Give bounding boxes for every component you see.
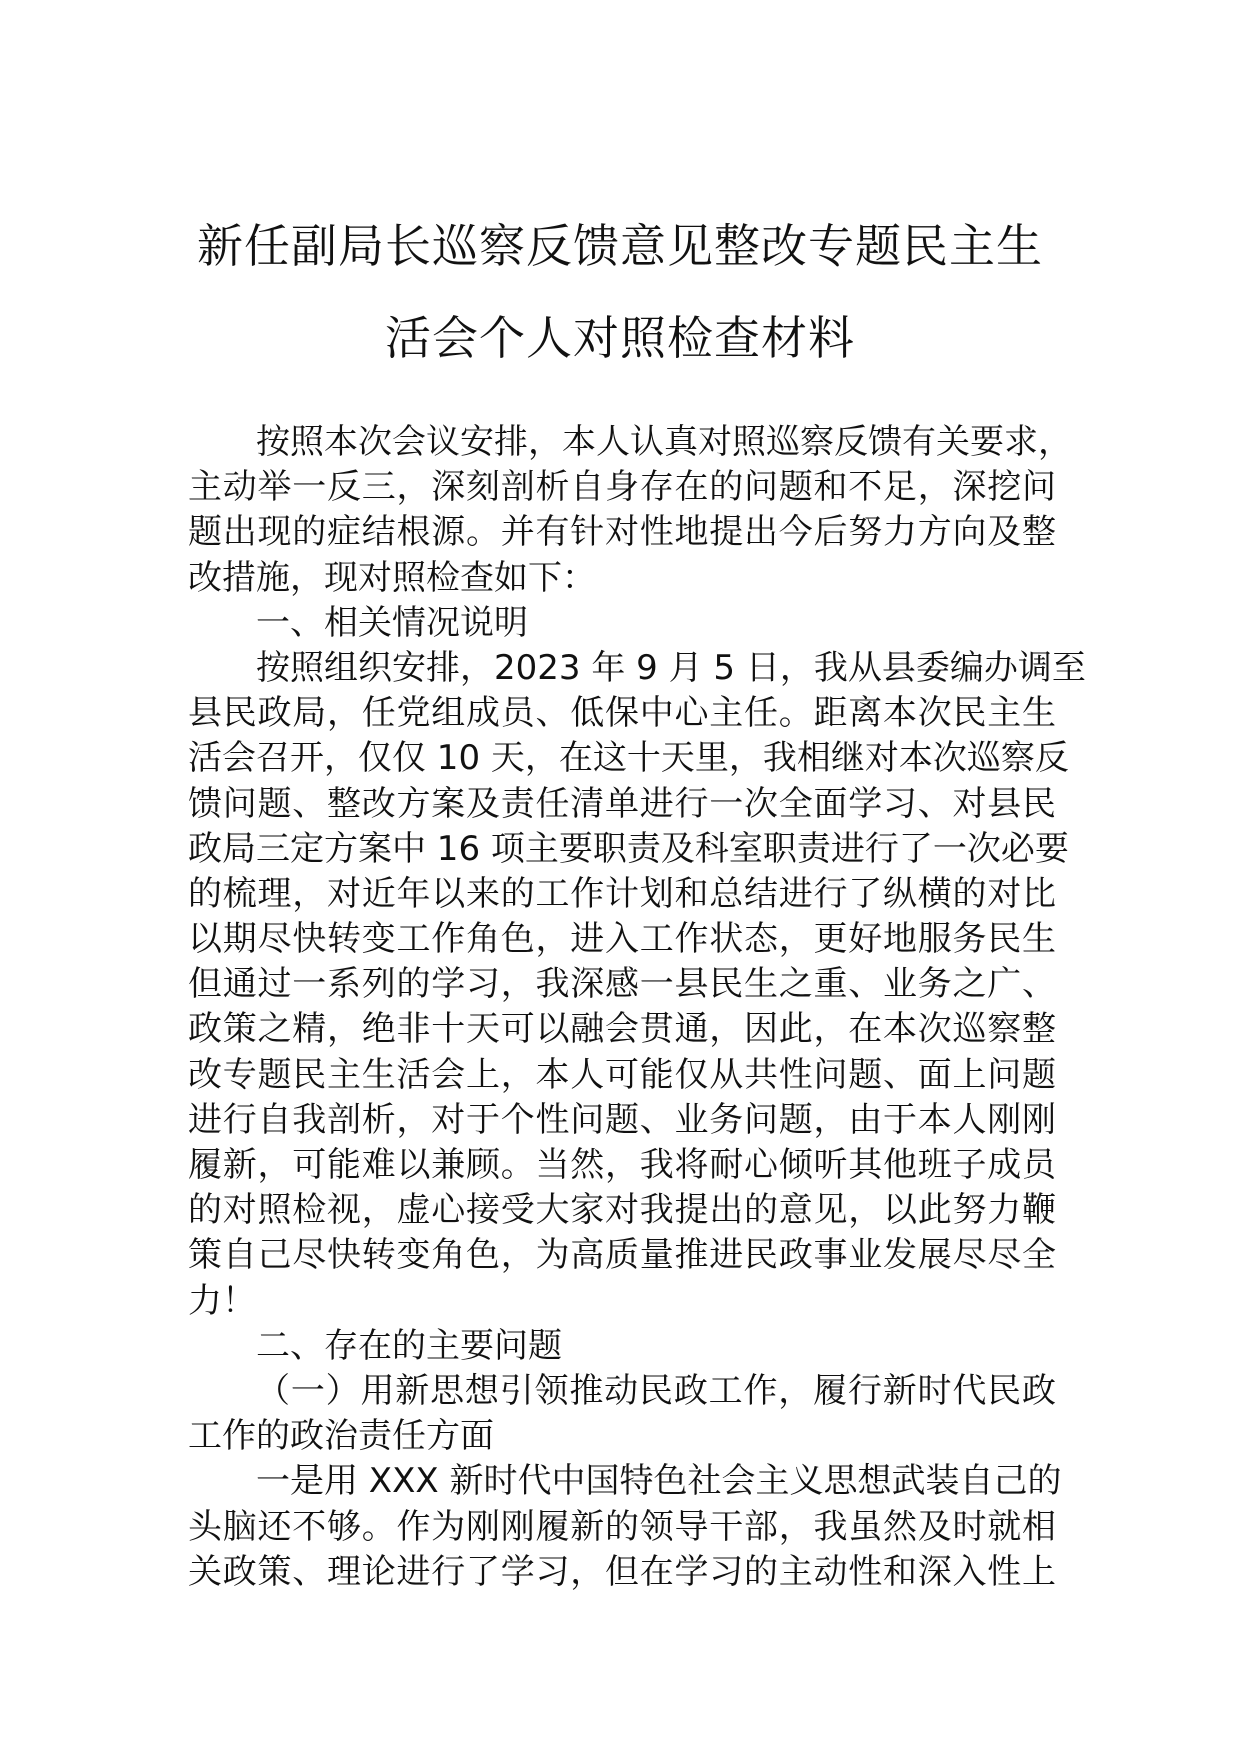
body-text-line: 一是用 XXX 新时代中国特色社会主义思想武装自己的: [256, 1461, 1062, 1502]
body-text-line: 以期尽快转变工作角色，进入工作状态，更好地服务民生: [188, 919, 1056, 960]
body-text-line: 二、存在的主要问题: [256, 1325, 562, 1366]
body-text-line: 一、相关情况说明: [256, 602, 528, 643]
body-text-line: 活会召开，仅仅 10 天，在这十天里，我相继对本次巡察反: [188, 738, 1069, 779]
body-text-line: 的梳理，对近年以来的工作计划和总结进行了纵横的对比: [188, 873, 1056, 914]
body-text-line: 工作的政治责任方面: [188, 1416, 494, 1457]
document-title-line-2: 活会个人对照检查材料: [385, 311, 855, 365]
body-text-line: 头脑还不够。作为刚刚履新的领导干部，我虽然及时就相: [188, 1506, 1056, 1547]
body-text-line: 县民政局，任党组成员、低保中心主任。距离本次民主生: [188, 693, 1056, 734]
body-text-line: 力！: [188, 1280, 256, 1321]
document-title-line-1: 新任副局长巡察反馈意见整改专题民主生: [197, 219, 1043, 273]
body-text-line: 进行自我剖析，对于个性问题、业务问题，由于本人刚刚: [188, 1099, 1056, 1140]
body-text-line: 主动举一反三，深刻剖析自身存在的问题和不足，深挖问: [188, 467, 1056, 508]
body-text-line: 按照本次会议安排，本人认真对照巡察反馈有关要求，: [256, 422, 1072, 462]
body-text-line: 策自己尽快转变角色，为高质量推进民政事业发展尽尽全: [188, 1235, 1056, 1276]
document-body: [188, 420, 1086, 1595]
body-text-line: 政局三定方案中 16 项主要职责及科室职责进行了一次必要: [188, 828, 1069, 869]
body-text-line: 关政策、理论进行了学习，但在学习的主动性和深入性上: [188, 1551, 1056, 1592]
body-text-line: 馈问题、整改方案及责任清单进行一次全面学习、对县民: [188, 783, 1056, 824]
body-text-line: 的对照检视，虚心接受大家对我提出的意见，以此努力鞭: [188, 1190, 1056, 1231]
body-text-line: 履新，可能难以兼顾。当然，我将耐心倾听其他班子成员: [188, 1145, 1056, 1185]
body-text-line: 题出现的症结根源。并有针对性地提出今后努力方向及整: [188, 512, 1056, 553]
body-text-line: 改专题民主生活会上，本人可能仅从共性问题、面上问题: [188, 1054, 1056, 1095]
body-text-line: 改措施，现对照检查如下：: [188, 557, 596, 598]
body-text-line: 但通过一系列的学习，我深感一县民生之重、业务之广、: [188, 964, 1056, 1005]
body-text-line: （一）用新思想引领推动民政工作，履行新时代民政: [256, 1370, 1056, 1411]
body-text-line: 按照组织安排，2023 年 9 月 5 日，我从县委编办调至: [256, 647, 1086, 688]
body-text-line: 政策之精，绝非十天可以融会贯通，因此，在本次巡察整: [188, 1009, 1056, 1050]
